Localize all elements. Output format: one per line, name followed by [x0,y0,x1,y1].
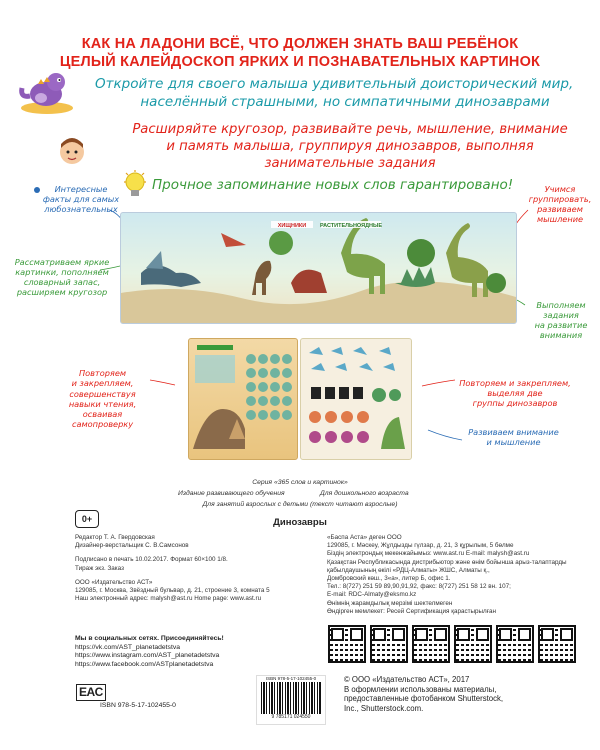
imprint-right-line-8: E-mail: RDC-Almaty@eksmo.kz [327,591,417,599]
callout-facts-line-3: любознательных [44,204,118,214]
callout-pictures-line-1: Рассматриваем яркие [14,257,110,267]
qr-code-5 [496,625,534,663]
imprint-left-line-1: Редактор Т. А. Гвердовская [75,534,155,541]
callout-grouping-line-2: группировать, [528,194,592,204]
intro-paragraph-2-line-1: Расширяйте кругозор, развивайте речь, мышление, внимание [132,122,568,137]
imprint-right-line-5: қабылдаушының өкілі «РДЦ-Алматы» ЖШС, Алматы қ., [327,566,490,574]
series-age-group: Для дошкольного возраста [320,490,409,497]
callout-grouping-line-3: развиваем [537,204,583,214]
callout-tasks [525,300,597,340]
callout-reading-line-5: осваивая [82,409,123,420]
page-thumbnail-reading [188,338,298,460]
social-heading: Мы в социальных сетях. Присоединяйтесь! [75,635,224,642]
isbn-text: ISBN 978-5-17-102455-0 [100,702,176,709]
qr-code-1 [328,625,366,663]
callout-pictures-line-4: расширяем кругозор [16,287,108,297]
qr-code-6 [538,625,576,663]
imprint-right-line-9: Өнімнің жарамдылық мерзімі шектелмеген [327,599,453,607]
intro-paragraph-3: Прочное запоминание новых слов гарантировано! [152,177,514,193]
intro-paragraph-1-line-1: Откройте для своего малыша удивительный доисторический мир, [95,76,574,92]
copyright-line-2: В оформлении использованы материалы, [344,684,497,694]
copyright-block [344,675,503,713]
callout-pictures-line-2: картинки, пополняем [15,267,109,277]
copyright-line-1: © ООО «Издательство АСТ», 2017 [344,675,470,684]
imprint-left-line-5: ООО «Издательство АСТ» [75,578,153,586]
social-link-instagram[interactable]: https://www.instagram.com/AST_planetadetstva [75,652,220,660]
social-block [75,635,224,669]
callout-grouping-line-1: Учимся [544,184,576,194]
callout-attention-line-1: Развиваем внимание [468,427,559,437]
imprint-left-line-4: Тираж экз. Заказ [75,564,124,572]
imprint-left-line-6: 129085, г. Москва, Звёздный бульвар, д. 21, строение 3, комната 5 [75,587,270,595]
callout-reading-line-4: навыки чтения, [68,398,137,409]
headline-line-1: КАК НА ЛАДОНИ ВСЁ, ЧТО ДОЛЖЕН ЗНАТЬ ВАШ РЕБЁНОК [81,36,519,52]
callout-reading-line-1: Повторяем [78,368,127,378]
callout-repeat-line-1: Повторяем и закрепляем, [459,378,571,388]
callout-facts-line-2: факты для самых [42,194,120,204]
imprint-right-line-3: Біздің электрондық мекенжайымыз: www.ast.ru E-mail: malysh@ast.ru [327,550,530,558]
imprint-right-line-6: Домбровский көш., 3«а», литер Б, офис 1. [327,575,451,583]
label-predators: ХИЩНИКИ [277,223,307,229]
series-line-1: Серия «365 слов и картинок» [252,479,348,486]
copyright-line-3: предоставленные фотобанком Shutterstock, [344,694,504,704]
social-link-vk[interactable]: https://vk.com/AST_planetadetstva [75,643,181,651]
imprint-right-line-10: Өндірген мемлекет: Ресей Сертификация қарастырылған [327,607,497,615]
headline-line-2: ЦЕЛЫЙ КАЛЕЙДОСКОП ЯРКИХ И ПОЗНАВАТЕЛЬНЫХ КАРТИНОК [59,54,541,70]
callout-facts-line-1: Интересные [54,184,108,194]
callout-pictures [8,257,116,297]
intro-paragraph-2-line-2: и память малыша, группируя динозавров, выполняя [166,139,534,154]
callout-repeat-line-3: группы динозавров [472,398,558,408]
intro-paragraph-2-line-3: занимательные задания [264,156,436,171]
age-rating-badge: 0+ [75,510,99,528]
label-herbivores: РАСТИТЕЛЬНОЯДНЫЕ [319,223,383,229]
series-edition-type: Издание развивающего обучения [178,490,285,497]
imprint-left-line-3: Подписано в печать 10.02.2017. Формат 60×100 1/8. [75,556,228,564]
callout-repeat-line-2: выделяя две [487,388,543,398]
callout-reading-line-3: совершенствуя [69,388,136,399]
callout-reading-line-2: и закрепляем, [71,378,134,389]
callout-repeat [440,378,590,408]
callout-attention [456,427,571,447]
imprint-right-line-4: Қазақстан Республикасында дистрибьютор және өнім бойынша арыз-талаптарды [327,558,567,566]
callout-tasks-line-4: внимания [539,330,583,340]
eac-mark: EAC [76,684,106,701]
imprint-right [327,534,592,616]
imprint-left [75,534,305,603]
qr-code-3 [412,625,450,663]
copyright-line-4: Inc., Shutterstock.com. [344,703,424,713]
callout-tasks-line-1: Выполняем [536,300,586,310]
imprint-left-line-2: Дизайнер-верстальщик С. В.Самсонов [75,542,189,550]
callout-reading-line-6: самопроверку [71,419,134,430]
imprint-right-line-7: Тел.: 8(727) 251 59 89,90,91,92, факс: 8(727) 251 58 12 вн. 107; [327,583,511,591]
callout-reading [55,368,150,430]
book-title: Динозавры [273,517,327,528]
social-link-facebook[interactable]: https://www.facebook.com/ASTplanetadetstva [75,660,214,668]
qr-code-2 [370,625,408,663]
barcode-isbn-label: ISBN 978-5-17-102455-0 [265,676,317,681]
imprint-right-line-2: 129085, г. Мәскеу, Жұлдызды гүлзар, д. 21, 3 құрылым, 5 бөлме [327,542,514,550]
barcode-digits: 9 785171 024550 [271,714,311,720]
dinosaur-spread-image [120,212,517,324]
groups-page-illustration [301,339,411,459]
intro-paragraph-1-line-2: населённый страшными, но симпатичными динозаврами [140,94,550,110]
imprint-left-line-7: Наш электронный адрес: malysh@ast.ru Home page: www.ast.ru [75,595,262,603]
callout-tasks-line-3: на развитие [534,320,588,330]
barcode-bars [261,682,321,714]
callout-attention-line-2: и мышление [486,437,541,447]
barcode [256,675,326,725]
callout-tasks-line-2: задания [543,310,579,320]
reading-page-illustration [189,339,297,459]
series-line-3: Для занятий взрослых с детьми (текст читают взрослые) [202,501,398,508]
imprint-right-line-1: «Баспа Аста» деген ООО [327,534,402,541]
page-thumbnail-groups [300,338,412,460]
qr-code-4 [454,625,492,663]
callout-grouping-line-4: мышление [536,214,584,224]
callout-pictures-line-3: словарный запас, [23,277,101,287]
spread-illustration [121,213,516,323]
